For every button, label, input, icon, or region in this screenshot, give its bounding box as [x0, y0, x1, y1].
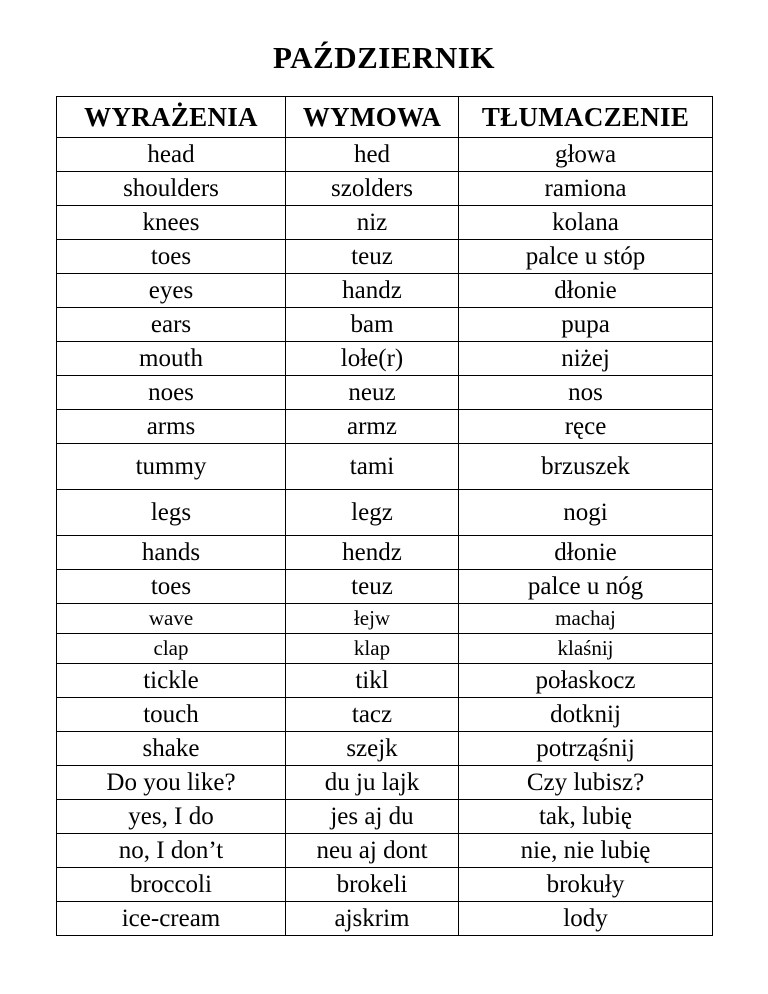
expression-cell: eyes: [57, 274, 286, 308]
translation-cell: lody: [459, 902, 713, 936]
expression-cell: noes: [57, 376, 286, 410]
pronunciation-cell: hendz: [286, 536, 459, 570]
expression-cell: tummy: [57, 444, 286, 490]
table-row: [57, 868, 713, 902]
expression-cell: shoulders: [57, 172, 286, 206]
translation-cell: nos: [459, 376, 713, 410]
expression-cell: mouth: [57, 342, 286, 376]
expression-cell: wave: [57, 604, 286, 634]
table-row: [57, 834, 713, 868]
translation-cell: dłonie: [459, 536, 713, 570]
expression-cell: ears: [57, 308, 286, 342]
pronunciation-cell: klap: [286, 634, 459, 664]
header-translation: TŁUMACZENIE: [459, 97, 713, 138]
pronunciation-cell: legz: [286, 490, 459, 536]
translation-cell: palce u nóg: [459, 570, 713, 604]
pronunciation-cell: neu aj dont: [286, 834, 459, 868]
translation-cell: dłonie: [459, 274, 713, 308]
expression-cell: ice-cream: [57, 902, 286, 936]
expression-cell: head: [57, 138, 286, 172]
expression-cell: tickle: [57, 664, 286, 698]
pronunciation-cell: armz: [286, 410, 459, 444]
translation-cell: palce u stóp: [459, 240, 713, 274]
expression-cell: yes, I do: [57, 800, 286, 834]
table-row: [57, 766, 713, 800]
table-row: [57, 410, 713, 444]
table-row: [57, 376, 713, 410]
translation-cell: połaskocz: [459, 664, 713, 698]
expression-cell: legs: [57, 490, 286, 536]
translation-cell: ramiona: [459, 172, 713, 206]
table-row: [57, 604, 713, 634]
pronunciation-cell: bam: [286, 308, 459, 342]
table-header-row: [57, 97, 713, 138]
expression-cell: clap: [57, 634, 286, 664]
pronunciation-cell: tacz: [286, 698, 459, 732]
expression-cell: arms: [57, 410, 286, 444]
table-row: [57, 664, 713, 698]
translation-cell: głowa: [459, 138, 713, 172]
table-row: [57, 570, 713, 604]
translation-cell: klaśnij: [459, 634, 713, 664]
table-row: [57, 240, 713, 274]
vocabulary-table: [56, 96, 713, 936]
pronunciation-cell: lołe(r): [286, 342, 459, 376]
table-row: [57, 444, 713, 490]
pronunciation-cell: handz: [286, 274, 459, 308]
header-expressions: WYRAŻENIA: [57, 97, 286, 138]
expression-cell: knees: [57, 206, 286, 240]
pronunciation-cell: hed: [286, 138, 459, 172]
pronunciation-cell: szolders: [286, 172, 459, 206]
pronunciation-cell: teuz: [286, 570, 459, 604]
pronunciation-cell: jes aj du: [286, 800, 459, 834]
expression-cell: broccoli: [57, 868, 286, 902]
pronunciation-cell: tami: [286, 444, 459, 490]
table-row: [57, 732, 713, 766]
translation-cell: machaj: [459, 604, 713, 634]
translation-cell: nie, nie lubię: [459, 834, 713, 868]
expression-cell: hands: [57, 536, 286, 570]
table-row: [57, 342, 713, 376]
translation-cell: Czy lubisz?: [459, 766, 713, 800]
table-row: [57, 274, 713, 308]
pronunciation-cell: du ju lajk: [286, 766, 459, 800]
translation-cell: brokuły: [459, 868, 713, 902]
table-row: [57, 698, 713, 732]
pronunciation-cell: łejw: [286, 604, 459, 634]
translation-cell: pupa: [459, 308, 713, 342]
expression-cell: no, I don’t: [57, 834, 286, 868]
translation-cell: ręce: [459, 410, 713, 444]
table-row: [57, 902, 713, 936]
pronunciation-cell: ajskrim: [286, 902, 459, 936]
pronunciation-cell: teuz: [286, 240, 459, 274]
translation-cell: potrząśnij: [459, 732, 713, 766]
table-row: [57, 490, 713, 536]
table-row: [57, 138, 713, 172]
translation-cell: nogi: [459, 490, 713, 536]
pronunciation-cell: neuz: [286, 376, 459, 410]
table-row: [57, 800, 713, 834]
expression-cell: toes: [57, 570, 286, 604]
pronunciation-cell: szejk: [286, 732, 459, 766]
page-title: PAŹDZIERNIK: [273, 40, 495, 75]
table-row: [57, 172, 713, 206]
translation-cell: kolana: [459, 206, 713, 240]
table-row: [57, 206, 713, 240]
pronunciation-cell: brokeli: [286, 868, 459, 902]
translation-cell: tak, lubię: [459, 800, 713, 834]
pronunciation-cell: tikl: [286, 664, 459, 698]
expression-cell: touch: [57, 698, 286, 732]
header-pronunciation: WYMOWA: [286, 97, 459, 138]
expression-cell: toes: [57, 240, 286, 274]
translation-cell: dotknij: [459, 698, 713, 732]
translation-cell: brzuszek: [459, 444, 713, 490]
translation-cell: niżej: [459, 342, 713, 376]
expression-cell: Do you like?: [57, 766, 286, 800]
table-row: [57, 536, 713, 570]
pronunciation-cell: niz: [286, 206, 459, 240]
table-row: [57, 634, 713, 664]
expression-cell: shake: [57, 732, 286, 766]
table-row: [57, 308, 713, 342]
